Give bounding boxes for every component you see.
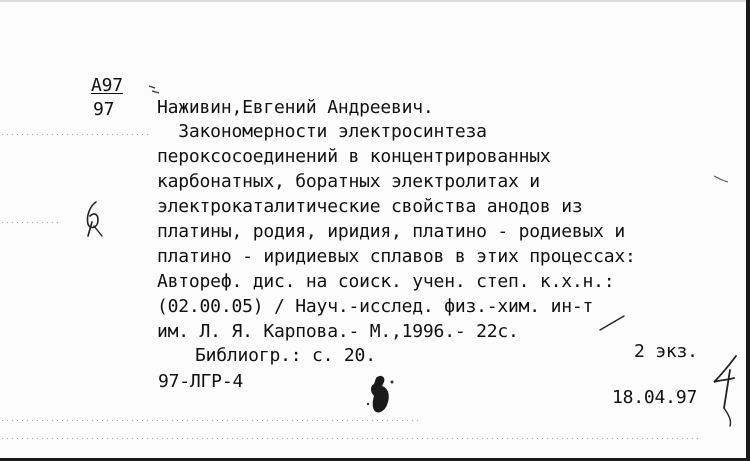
- shelf-code: А97: [91, 75, 123, 96]
- handwritten-signature: [700, 350, 744, 430]
- description-line: электрокаталитические свойства анодов из: [157, 196, 583, 217]
- shelf-number: 97: [93, 99, 115, 120]
- card-right-edge: [746, 0, 750, 461]
- description-line: Автореф. дис. на соиск. учен. степ. к.х.н.:: [157, 271, 615, 292]
- description-line: карбонатных, боратных электролитах и: [157, 171, 540, 192]
- ruling-dots: [0, 438, 700, 439]
- handwritten-margin-mark: [80, 198, 110, 240]
- date-stamp: 18.04.97: [612, 387, 698, 408]
- description-line: пероксосоединений в концентрированных: [157, 146, 551, 167]
- description-line: платины, родия, иридия, платино - родиевых и: [157, 221, 626, 242]
- author-heading: Наживин,Евгений Андреевич.: [157, 97, 434, 118]
- pen-tick: [598, 312, 628, 332]
- description-line: им. Л. Я. Карпова.- М.,1996.- 22с.: [157, 321, 519, 342]
- description-line: платино - иридиевых сплавов в этих процессах:: [157, 246, 636, 267]
- ink-blot: [362, 372, 402, 418]
- pen-scribble: [147, 82, 167, 96]
- copies-count: 2 экз.: [634, 341, 698, 362]
- bibliography-note: Библиогр.: с. 20.: [195, 345, 376, 366]
- smudge-mark: [712, 170, 742, 190]
- ruling-dots: [0, 222, 60, 223]
- description-line: Закономерности электросинтеза: [157, 121, 487, 142]
- ruling-dots: [0, 420, 420, 421]
- ruling-dots: [0, 134, 150, 135]
- description-line: (02.00.05) / Науч.-исслед. физ.-хим. ин-т: [157, 296, 594, 317]
- card-top-edge: [0, 0, 750, 2]
- registration-number: 97-ЛГР-4: [158, 371, 244, 392]
